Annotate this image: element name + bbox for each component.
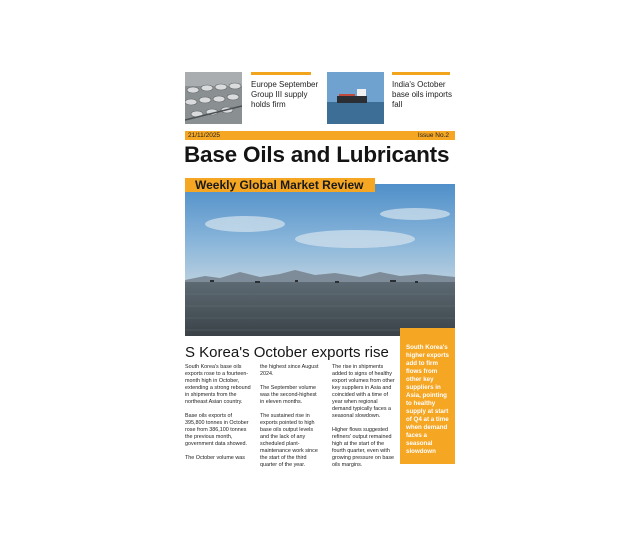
teaser-2-accent <box>392 72 450 75</box>
section-banner: Weekly Global Market Review <box>185 178 375 192</box>
article-column-1 <box>185 364 253 469</box>
paragraph: The sustained rise in exports pointed to high base oils output levels and the lack of any scheduled plant-maintenance work since the start of the third quarter of the year. <box>260 413 318 468</box>
hero-image <box>185 184 455 336</box>
paragraph: South Korea's base oils exports rose to a fourteen-month high in October, extending a strong rebound in shipments from the northeast Asian country. <box>185 364 251 405</box>
issue-number: Issue No.2 <box>417 132 449 139</box>
paragraph: Base oils exports of 395,800 tonnes in October rose from 386,100 tonnes the previous month, government data showed. <box>185 413 249 447</box>
date-issue-bar <box>185 131 455 140</box>
paragraph: The rise in shipments added to signs of healthy export volumes from other key suppliers in Asia and coincided with a time of year when regional demand typically faces a seasonal slowdown. <box>332 364 395 419</box>
paragraph: the highest since August 2024. <box>260 364 319 377</box>
oil-storage-tanks-image <box>185 72 242 124</box>
paragraph: The October volume was <box>185 455 245 461</box>
teaser-1-title[interactable]: Europe September Group III supply holds firm <box>251 80 319 109</box>
tanker-ship-image <box>327 72 384 124</box>
masthead-title: Base Oils and Lubricants <box>184 142 450 167</box>
pull-quote-sidebar: South Korea's higher exports add to firm flows from other key suppliers in Asia, pointing to healthy supply at start of Q4 at a time when demand faces a seasonal slowdown <box>400 328 455 464</box>
article-column-3 <box>332 364 396 476</box>
teaser-2-title[interactable]: India's October base oils imports fall <box>392 80 453 109</box>
article-headline: S Korea's October exports rise <box>185 344 389 361</box>
paragraph: Higher flows suggested refiners' output remained high at the start of the fourth quarter, even with growing pressure on base oils margins. <box>332 427 395 468</box>
issue-date: 21/11/2025 <box>188 132 221 139</box>
teaser-1-accent <box>251 72 311 75</box>
article-column-2 <box>260 364 322 476</box>
paragraph: The September volume was the second-highest in eleven months. <box>260 385 317 405</box>
